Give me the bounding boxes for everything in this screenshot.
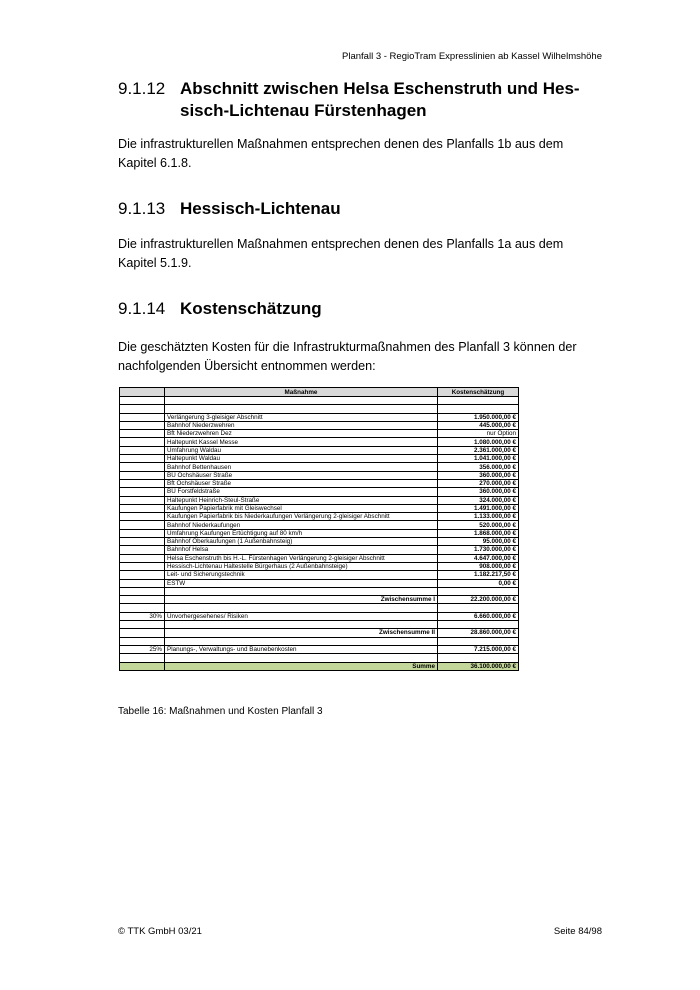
- section-heading-9-1-14: [118, 298, 322, 320]
- cost-table-body: [120, 388, 519, 671]
- table-cell: 25%: [120, 645, 165, 653]
- table-cell: [120, 604, 165, 612]
- table-cell: Verlängerung 3-gleisiger Abschnitt: [165, 413, 438, 421]
- table-row: [120, 438, 519, 446]
- table-row: [120, 471, 519, 479]
- table-row: [120, 654, 519, 662]
- table-cell: Kaufungen Papierfabrik mit Gleiswechsel: [165, 504, 438, 512]
- table-cell: [120, 397, 165, 405]
- table-row: [120, 546, 519, 554]
- section-heading-9-1-12: [118, 78, 588, 122]
- table-row: [120, 604, 519, 612]
- table-cell: [438, 654, 519, 662]
- section-paragraph: Die infrastrukturellen Maßnahmen entsprechen denen des Planfalls 1b aus dem Kapitel 6.1.8.: [118, 137, 564, 170]
- table-cell: 1.868.000,00 €: [438, 529, 519, 537]
- table-cell: [120, 488, 165, 496]
- table-cell: 1.182.217,50 €: [438, 571, 519, 579]
- table-row: [120, 397, 519, 405]
- table-row: [120, 488, 519, 496]
- table-row: [120, 571, 519, 579]
- table-cell: [120, 538, 165, 546]
- table-row: [120, 596, 519, 604]
- table-row: [120, 637, 519, 645]
- table-cell: [438, 397, 519, 405]
- table-cell: [120, 579, 165, 587]
- header-cell: Maßnahme: [165, 388, 438, 397]
- section-heading-9-1-13: [118, 198, 341, 220]
- header-cell: [120, 388, 165, 397]
- table-cell: Zwischensumme I: [165, 596, 438, 604]
- table-cell: 360.000,00 €: [438, 471, 519, 479]
- table-cell: Hessisch-Lichtenau Haltestelle Bürgerhaus (2 Außenbahnsteige): [165, 562, 438, 570]
- table-row: [120, 562, 519, 570]
- table-cell: 22.200.000,00 €: [438, 596, 519, 604]
- table-row: [120, 579, 519, 587]
- table-cell: 95.000,00 €: [438, 538, 519, 546]
- table-cell: 0,00 €: [438, 579, 519, 587]
- table-row: [120, 645, 519, 653]
- table-header-row: [120, 388, 519, 397]
- table-row: [120, 629, 519, 637]
- section-number: 9.1.13: [118, 199, 166, 218]
- table-cell: BÜ Forstfeldstraße: [165, 488, 438, 496]
- header-cell: Kostenschätzung: [438, 388, 519, 397]
- table-cell: 445.000,00 €: [438, 421, 519, 429]
- table-cell: [120, 438, 165, 446]
- section-title: Abschnitt zwischen Helsa Eschenstruth und Hes-sisch-Lichtenau Fürstenhagen: [180, 79, 580, 120]
- table-cell: [120, 455, 165, 463]
- table-cell: 28.860.000,00 €: [438, 629, 519, 637]
- table-cell: 270.000,00 €: [438, 479, 519, 487]
- table-cell: [120, 421, 165, 429]
- table-cell: Summe: [165, 662, 438, 670]
- table-row: [120, 612, 519, 620]
- table-cell: [120, 562, 165, 570]
- table-cell: [438, 604, 519, 612]
- table-cell: 908.000,00 €: [438, 562, 519, 570]
- table-caption: Tabelle 16: Maßnahmen und Kosten Planfall 3: [118, 706, 323, 717]
- table-cell: Bft Niederzwehren Dez: [165, 430, 438, 438]
- table-cell: [120, 629, 165, 637]
- section-title: Hessisch-Lichtenau: [180, 199, 341, 218]
- table-cell: [120, 446, 165, 454]
- table-row: [120, 521, 519, 529]
- table-cell: [120, 413, 165, 421]
- table-cell: Planungs-, Verwaltungs- und Baunebenkosten: [165, 645, 438, 653]
- table-row: [120, 529, 519, 537]
- table-cell: [120, 554, 165, 562]
- table-row: [120, 421, 519, 429]
- table-row: [120, 413, 519, 421]
- table-cell: BÜ Ochshäuser Straße: [165, 471, 438, 479]
- table-cell: Haltepunkt Waldau: [165, 455, 438, 463]
- table-cell: [120, 596, 165, 604]
- table-cell: [438, 405, 519, 413]
- table-cell: 2.361.000,00 €: [438, 446, 519, 454]
- table-cell: Kaufungen Papierfabrik bis Niederkaufungen Verlängerung 2-gleisiger Abschnitt: [165, 513, 438, 521]
- table-row: [120, 587, 519, 595]
- table-cell: 6.660.000,00 €: [438, 612, 519, 620]
- table-cell: [120, 479, 165, 487]
- table-cell: Haltepunkt Heinrich-Steul-Straße: [165, 496, 438, 504]
- table-row: [120, 479, 519, 487]
- running-header: Planfall 3 - RegioTram Expresslinien ab Kassel Wilhelmshöhe: [342, 51, 602, 62]
- table-cell: Bahnhof Niederkaufungen: [165, 521, 438, 529]
- section-title: Kostenschätzung: [180, 299, 322, 318]
- table-cell: 1.950.000,00 €: [438, 413, 519, 421]
- section-number: 9.1.14: [118, 299, 166, 318]
- table-row: [120, 496, 519, 504]
- table-cell: [165, 637, 438, 645]
- table-cell: Helsa Eschenstruth bis H.-L. Fürstenhagen Verlängerung 2-gleisiger Abschnitt: [165, 554, 438, 562]
- table-cell: [120, 654, 165, 662]
- section-paragraph: Die geschätzten Kosten für die Infrastrukturmaßnahmen des Planfall 3 können der nachfolgenden Übersicht entnommen werden:: [118, 340, 577, 373]
- table-row: [120, 455, 519, 463]
- table-cell: Bahnhof Helsa: [165, 546, 438, 554]
- table-cell: 356.000,00 €: [438, 463, 519, 471]
- table-row: [120, 554, 519, 562]
- table-row: [120, 405, 519, 413]
- table-cell: [120, 521, 165, 529]
- table-cell: [120, 496, 165, 504]
- table-cell: [165, 604, 438, 612]
- table-cell: 7.215.000,00 €: [438, 645, 519, 653]
- table-cell: 1.133.000,00 €: [438, 513, 519, 521]
- table-cell: nur Option: [438, 430, 519, 438]
- table-cell: 1.491.000,00 €: [438, 504, 519, 512]
- table-cell: ESTW: [165, 579, 438, 587]
- table-cell: [165, 397, 438, 405]
- table-cell: 360.000,00 €: [438, 488, 519, 496]
- table-cell: [165, 405, 438, 413]
- table-cell: 30%: [120, 612, 165, 620]
- table-cell: [165, 654, 438, 662]
- table-cell: [120, 463, 165, 471]
- table-cell: [165, 587, 438, 595]
- table-cell: Bahnhof Bettenhausen: [165, 463, 438, 471]
- table-cell: Bahnhof Oberkaufungen (1 Außenbahnsteig): [165, 538, 438, 546]
- table-cell: [120, 587, 165, 595]
- table-cell: Unvorhergesehenes/ Risiken: [165, 612, 438, 620]
- footer-page-number: Seite 84/98: [553, 926, 602, 937]
- table-cell: [120, 405, 165, 413]
- table-cell: Umfahrung Waldau: [165, 446, 438, 454]
- table-cell: [120, 571, 165, 579]
- table-cell: 1.080.000,00 €: [438, 438, 519, 446]
- table-cell: 36.100.000,00 €: [438, 662, 519, 670]
- table-cell: [120, 529, 165, 537]
- table-cell: [120, 513, 165, 521]
- table-row: [120, 463, 519, 471]
- table-row: [120, 538, 519, 546]
- table-row: [120, 504, 519, 512]
- table-cell: [120, 621, 165, 629]
- table-cell: [438, 637, 519, 645]
- table-cell: 1.730.000,00 €: [438, 546, 519, 554]
- table-cell: [165, 621, 438, 629]
- table-cell: Bft Ochshäuser Straße: [165, 479, 438, 487]
- table-cell: 4.647.000,00 €: [438, 554, 519, 562]
- table-cell: [438, 587, 519, 595]
- cost-table: [119, 387, 519, 671]
- table-cell: 1.041.000,00 €: [438, 455, 519, 463]
- table-cell: Bahnhof Niederzwehren: [165, 421, 438, 429]
- table-row: [120, 662, 519, 670]
- table-row: [120, 446, 519, 454]
- table-cell: 520.000,00 €: [438, 521, 519, 529]
- table-cell: Leit- und Sicherungstechnik: [165, 571, 438, 579]
- table-row: [120, 621, 519, 629]
- table-cell: [120, 471, 165, 479]
- table-cell: [120, 504, 165, 512]
- table-cell: Zwischensumme II: [165, 629, 438, 637]
- table-cell: Umfahrung Kaufungen Ertüchtigung auf 80 km/h: [165, 529, 438, 537]
- section-paragraph: Die infrastrukturellen Maßnahmen entsprechen denen des Planfalls 1a aus dem Kapitel 5.1.9.: [118, 237, 564, 270]
- table-cell: Haltepunkt Kassel Messe: [165, 438, 438, 446]
- footer-copyright: © TTK GmbH 03/21: [118, 926, 202, 937]
- table-row: [120, 513, 519, 521]
- table-cell: [120, 637, 165, 645]
- table-cell: [120, 662, 165, 670]
- table-cell: [438, 621, 519, 629]
- table-cell: 324.000,00 €: [438, 496, 519, 504]
- table-cell: [120, 430, 165, 438]
- table-row: [120, 430, 519, 438]
- table-cell: [120, 546, 165, 554]
- section-number: 9.1.12: [118, 79, 166, 98]
